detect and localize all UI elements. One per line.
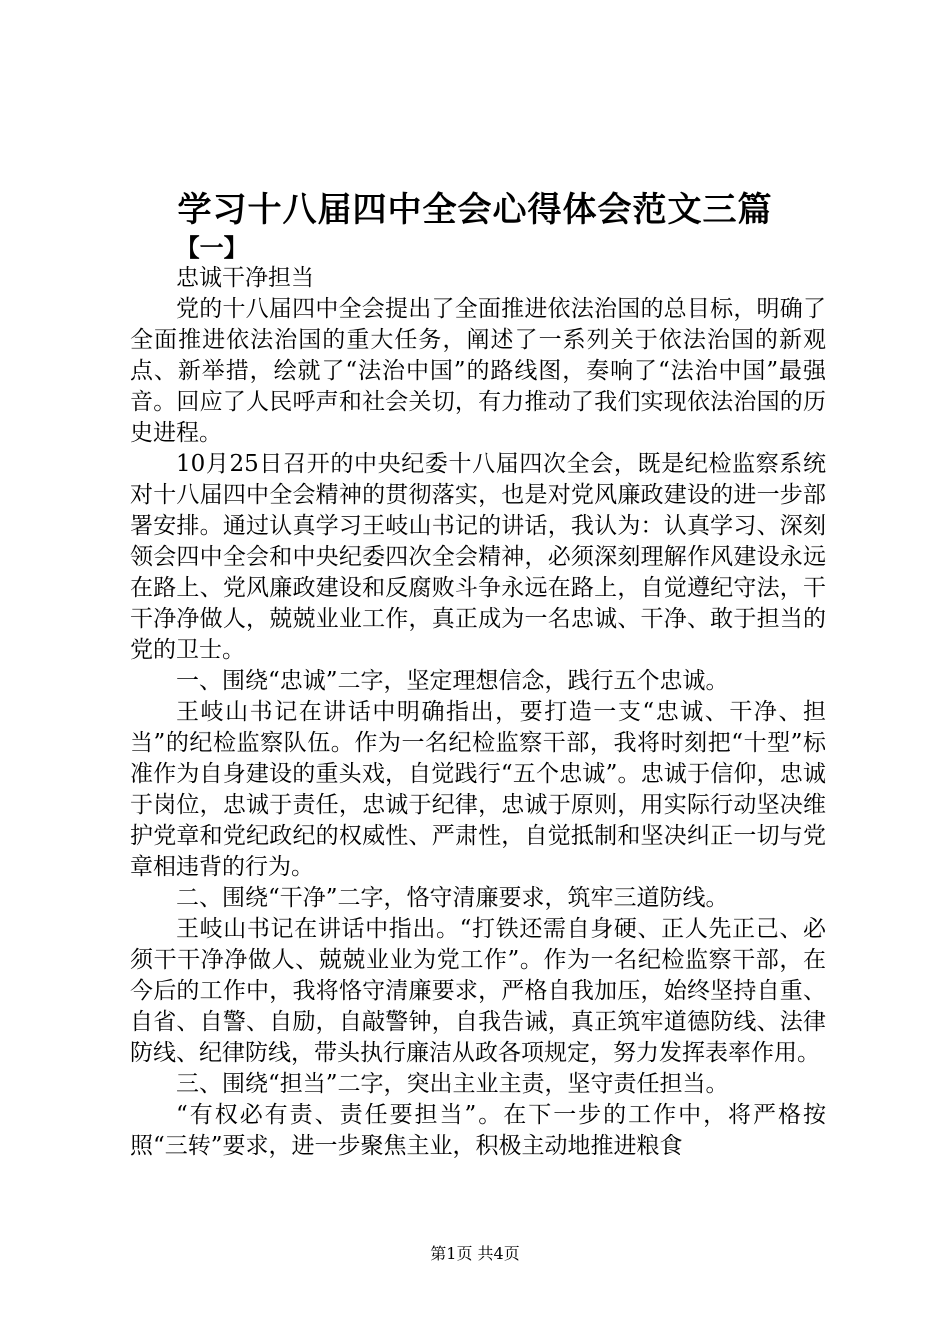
section-heading: 二、围绕“干净”二字，恪守清廉要求，筑牢三道防线。 <box>176 885 729 911</box>
body-paragraph: “有权必有责、责任要担当”。在下一步的工作中，将严格按照“三转”要求，进一步聚焦主业，积极主动地推进粮食 <box>130 1102 826 1159</box>
body-paragraph: 王岐山书记在讲话中明确指出，要打造一支“忠诚、干净、担当”的纪检监察队伍。作为一名纪检监察干部，我将时刻把“十型”标准作为自身建设的重头戏，自觉践行“五个忠诚”。忠诚于信仰，忠诚于岗位，忠诚于责任，忠诚于纪律，忠诚于原则，用实际行动坚决维护党章和党纪政纪的权威性、严肃性，自觉抵制和坚决纠正一切与党章相违背的行为。 <box>130 699 826 880</box>
section-heading: 三、围绕“担当”二字，突出主业主责，坚守责任担当。 <box>176 1071 729 1097</box>
body-paragraph: 王岐山书记在讲话中指出。“打铁还需自身硬、正人先正己、必须干干净净做人、兢兢业业为党工作”。作为一名纪检监察干部，在今后的工作中，我将恪守清廉要求，严格自我加压，始终坚持自重、自省、自警、自励，自敲警钟，自我告诫，真正筑牢道德防线、法律防线、纪律防线，带头执行廉洁从政各项规定，努力发挥表率作用。 <box>130 916 826 1066</box>
body-paragraph: 10月25日召开的中央纪委十八届四次全会，既是纪检监察系统对十八届四中全会精神的贯彻落实，也是对党风廉政建设的进一步部署安排。通过认真学习王岐山书记的讲话，我认为：认真学习、深刻领会四中全会和中央纪委四次全会精神，必须深刻理解作风建设永远在路上、党风廉政建设和反腐败斗争永远在路上，自觉遵纪守法，干干净净做人，兢兢业业工作，真正成为一名忠诚、干净、敢于担当的党的卫士。 <box>130 451 826 663</box>
document-body <box>130 232 826 1162</box>
page-footer: 第1页 共4页 <box>430 1244 520 1263</box>
document-title: 学习十八届四中全会心得体会范文三篇 <box>177 190 773 230</box>
subtitle-paragraph: 忠诚干净担当 <box>176 265 314 291</box>
section-mark: 【一】 <box>175 233 248 262</box>
body-paragraph: 党的十八届四中全会提出了全面推进依法治国的总目标，明确了全面推进依法治国的重大任务，阐述了一系列关于依法治国的新观点、新举措，绘就了“法治中国”的路线图，奏响了“法治中国”最强音。回应了人民呼声和社会关切，有力推动了我们实现依法治国的历史进程。 <box>130 296 826 446</box>
section-heading: 一、围绕“忠诚”二字，坚定理想信念，践行五个忠诚。 <box>176 668 729 694</box>
